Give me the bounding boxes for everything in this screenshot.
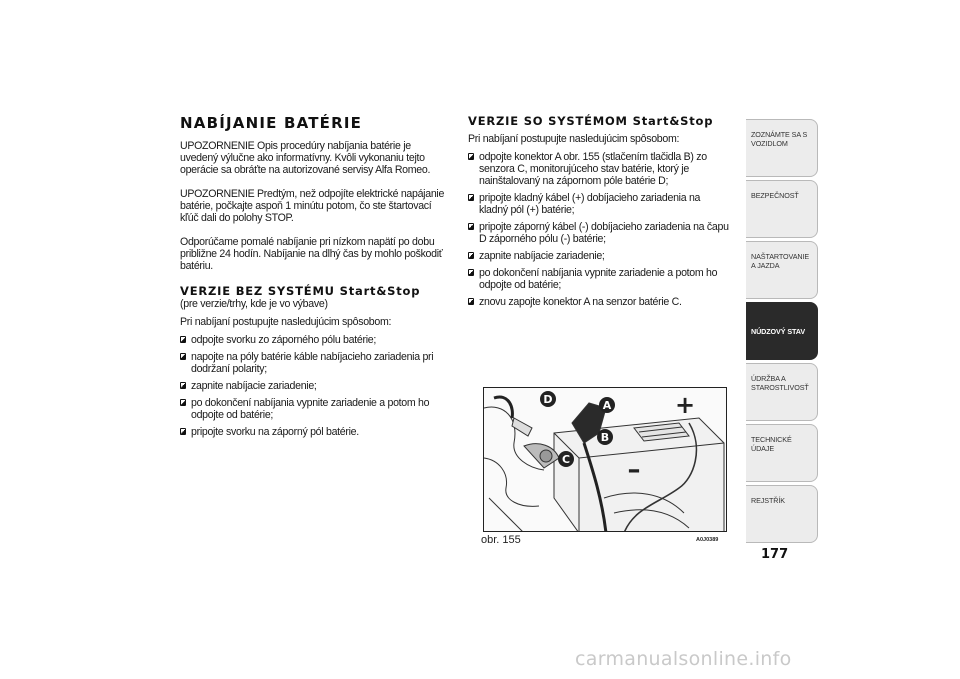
steps-intro: Pri nabíjaní postupujte nasledujúcim spôsobom: [468, 133, 680, 145]
checkbox-bullet-icon [468, 252, 474, 259]
list-item-text: pripojte kladný kábel (+) dobíjacieho zariadenia na kladný pól (+) batérie; [479, 192, 701, 216]
list-item [468, 296, 730, 308]
callout-a-label: A [602, 399, 612, 412]
section-title: NABÍJANIE BATÉRIE [180, 114, 363, 132]
tab-emergency[interactable]: NÚDZOVÝ STAV [746, 302, 818, 360]
list-item [468, 250, 730, 262]
list-item-text: pripojte svorku na záporný pól batérie. [191, 426, 359, 438]
list-item-text: po dokončení nabíjania vypnite zariadenie a potom ho odpojte od batérie; [191, 397, 430, 421]
negative-pole-label: – [627, 455, 641, 485]
subsection-title-no-startstop: VERZIE BEZ SYSTÉMU Start&Stop [180, 284, 421, 298]
list-item [180, 426, 448, 438]
checkbox-bullet-icon [180, 336, 186, 343]
list-item-text: pripojte záporný kábel (-) dobíjacieho zariadenia na čapu D záporného pólu (-) batérie; [479, 221, 729, 245]
warning-paragraph-1: UPOZORNENIE Opis procedúry nabíjania batérie je uvedený výlučne ako informatívny. Kvôli vykonaniu tejto operácie sa obráťte na autorizované servisy Alfa Romeo. [180, 140, 431, 176]
list-item [468, 192, 730, 216]
callout-c-label: C [561, 453, 571, 466]
tab-maintenance[interactable]: ÚDRŽBA A STAROSTLIVOSŤ [746, 363, 818, 421]
steps-list [180, 334, 448, 438]
page-number: 177 [761, 547, 789, 562]
tab-starting-and-driving[interactable]: NAŠTARTOVANIE A JAZDA [746, 241, 818, 299]
recommendation-paragraph: Odporúčame pomalé nabíjanie pri nízkom napätí po dobu približne 24 hodín. Nabíjanie na dlhý čas by mohlo poškodiť batériu. [180, 236, 443, 272]
battery-drawing [484, 388, 727, 532]
checkbox-bullet-icon [180, 382, 186, 389]
list-item-text: zapnite nabíjacie zariadenie; [191, 380, 317, 392]
checkbox-bullet-icon [468, 153, 474, 160]
list-item-text: odpojte svorku zo záporného pólu batérie; [191, 334, 376, 346]
list-item [180, 380, 448, 392]
tab-technical-data[interactable]: TECHNICKÉ ÚDAJE [746, 424, 818, 482]
list-item [468, 151, 730, 187]
figure-caption: obr. 155 [481, 534, 521, 546]
steps-intro: Pri nabíjaní postupujte nasledujúcim spôsobom: [180, 316, 392, 328]
checkbox-bullet-icon [468, 298, 474, 305]
checkbox-bullet-icon [180, 399, 186, 406]
list-item-text: po dokončení nabíjania vypnite zariadenie a potom ho odpojte od batérie; [479, 267, 718, 291]
list-item-text: zapnite nabíjacie zariadenie; [479, 250, 605, 262]
checkbox-bullet-icon [180, 428, 186, 435]
list-item [180, 397, 448, 421]
callout-d-label: D [543, 393, 553, 406]
list-item [180, 351, 448, 375]
checkbox-bullet-icon [468, 194, 474, 201]
checkbox-bullet-icon [468, 269, 474, 276]
callout-b-label: B [600, 431, 610, 444]
list-item [180, 334, 448, 346]
checkbox-bullet-icon [180, 353, 186, 360]
tab-index[interactable]: REJSTŘÍK [746, 485, 818, 543]
warning-paragraph-2: UPOZORNENIE Predtým, než odpojíte elektrické napájanie batérie, počkajte aspoň 1 minútu potom, čo ste štartovací kľúč dali do polohy STOP. [180, 188, 445, 224]
checkbox-bullet-icon [468, 223, 474, 230]
tab-safety[interactable]: BEZPEČNOSŤ [746, 180, 818, 238]
left-column [180, 114, 448, 443]
figure-code: A0J0389 [696, 537, 719, 543]
list-item [468, 267, 730, 291]
watermark: carmanualsonline.info [575, 648, 792, 670]
list-item-text: znovu zapojte konektor A na senzor batérie C. [479, 296, 682, 308]
list-item [468, 221, 730, 245]
list-item-text: odpojte konektor A obr. 155 (stlačením tlačidla B) zo senzora C, monitorujúceho stav batérie, ktorý je nainštalovaný na zápornom póle batérie D; [479, 151, 707, 187]
subsection-note: (pre verzie/trhy, kde je vo výbave) [180, 298, 328, 310]
chapter-tabs [746, 119, 818, 546]
tab-get-to-know-vehicle[interactable]: ZOZNÁMTE SA S VOZIDLOM [746, 119, 818, 177]
steps-list [468, 151, 730, 308]
battery-illustration [483, 387, 727, 532]
right-column [468, 114, 730, 313]
list-item-text: napojte na póly batérie káble nabíjacieho zariadenia pri dodržaní polarity; [191, 351, 434, 375]
subsection-title-startstop: VERZIE SO SYSTÉMOM Start&Stop [468, 114, 714, 128]
positive-pole-label: + [674, 391, 696, 419]
